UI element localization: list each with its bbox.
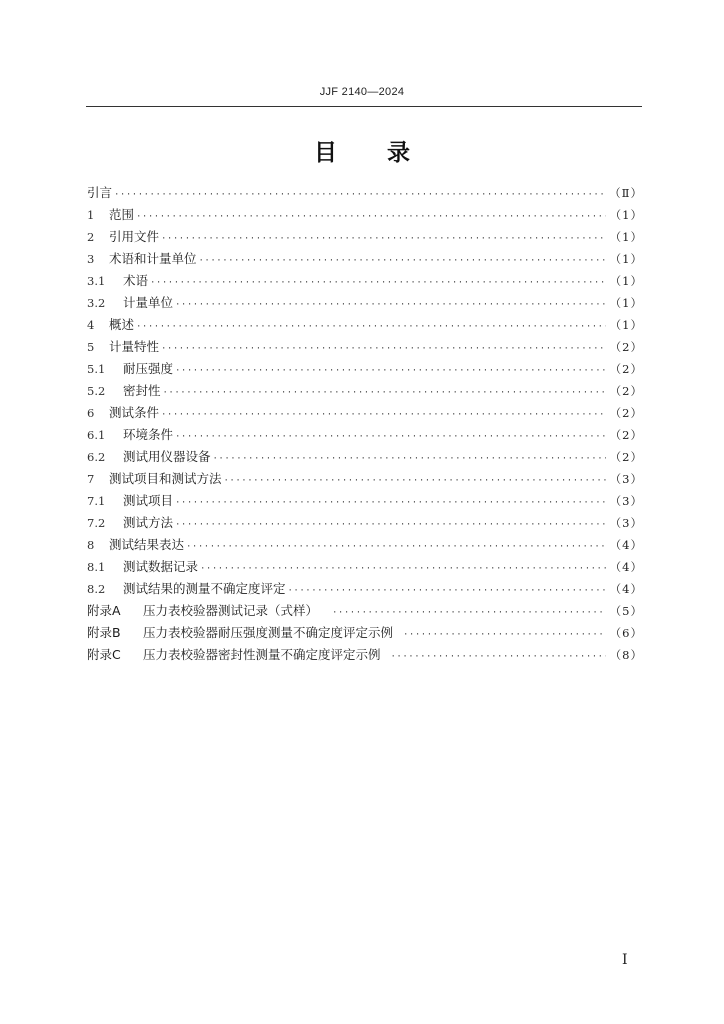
toc-entry-8-1[interactable] [87,556,643,578]
toc-entry-6[interactable] [87,402,643,424]
toc-entry-title: 密封性 [123,383,161,398]
toc-entry-title: 测试用仪器设备 [123,449,211,464]
toc-leader [161,338,606,360]
toc-page-number: （2） [609,340,643,354]
toc-entry-4[interactable] [87,314,643,336]
toc-entry-title: 计量单位 [123,295,174,310]
toc-appendix-label: 附录A [87,603,121,618]
toc-entry-title: 术语 [123,273,149,288]
toc-entry-title: 范围 [109,207,135,222]
toc-entry-appendix-a[interactable] [87,600,643,622]
toc-leader [175,426,606,448]
toc-section-number: 7.1 [87,494,106,508]
toc-entry-title: 概述 [109,317,135,332]
toc-entry-title: 环境条件 [123,427,174,442]
toc-page-number: （3） [609,516,643,530]
toc-entry-2[interactable] [87,226,643,248]
toc-entry-8-2[interactable] [87,578,643,600]
header-divider [86,106,642,107]
title-char-2: 录 [387,140,410,166]
toc-section-number: 6.1 [87,428,106,442]
toc-leader [175,514,606,536]
toc-page-number: （1） [609,230,643,244]
toc-page-number: （3） [609,494,643,508]
toc-section-number: 8.2 [87,582,106,596]
toc-section-number: 7.2 [87,516,106,530]
toc-entry-title: 测试项目 [123,493,174,508]
toc-entry-title: 术语和计量单位 [109,251,197,266]
toc-leader [161,228,606,250]
toc-entry-title: 压力表校验器密封性测量不确定度评定示例 [143,647,381,662]
toc-entry-7[interactable] [87,468,643,490]
toc-leader [161,404,606,426]
toc-section-number: 3.1 [87,274,106,288]
toc-page-number: （2） [609,362,643,376]
toc-entry-foreword[interactable] [87,182,643,204]
toc-page-number: （2） [609,406,643,420]
toc-entry-7-1[interactable] [87,490,643,512]
toc-section-number: 6.2 [87,450,106,464]
toc-section-number: 4 [87,318,95,332]
toc-leader [175,492,606,514]
toc-entry-title: 引言 [87,185,113,200]
toc-entry-3-2[interactable] [87,292,643,314]
toc-leader [200,558,606,580]
page-number: I [622,952,628,968]
toc-entry-title: 测试方法 [123,515,174,530]
toc-section-number: 3.2 [87,296,106,310]
toc-section-number: 5 [87,340,95,354]
toc-entry-8[interactable] [87,534,643,556]
toc-leader [213,448,606,470]
toc-section-number: 7 [87,472,95,486]
toc-page-number: （3） [609,472,643,486]
toc-entry-appendix-c[interactable] [87,644,643,666]
document-code: JJF 2140—2024 [319,86,405,98]
toc-entry-title: 计量特性 [109,339,160,354]
toc-entry-title: 引用文件 [109,229,160,244]
toc-leader [332,602,606,624]
toc-leader [391,646,606,668]
toc-page-number: （2） [609,384,643,398]
toc-appendix-label: 附录C [87,647,121,662]
toc-leader [199,250,606,272]
toc-leader [136,206,606,228]
toc-leader [175,294,606,316]
toc-leader [114,184,605,206]
toc-entry-appendix-b[interactable] [87,622,643,644]
toc-appendix-label: 附录B [87,625,121,640]
toc-section-number: 8 [87,538,95,552]
toc-leader [136,316,606,338]
toc-leader [150,272,606,294]
toc-page-number: （2） [609,450,643,464]
toc-page-number: （1） [609,296,643,310]
toc-entry-title: 压力表校验器耐压强度测量不确定度评定示例 [143,625,394,640]
toc-page-number: （2） [609,428,643,442]
table-of-contents [87,182,643,666]
toc-page-number: （1） [609,274,643,288]
toc-section-number: 6 [87,406,95,420]
toc-page-number: （1） [609,252,643,266]
toc-page-number: （4） [609,582,643,596]
toc-entry-5-1[interactable] [87,358,643,380]
toc-entry-title: 测试数据记录 [123,559,199,574]
toc-section-number: 5.2 [87,384,106,398]
toc-page-number: （1） [609,318,643,332]
toc-leader [186,536,606,558]
toc-entry-1[interactable] [87,204,643,226]
toc-entry-title: 耐压强度 [123,361,174,376]
toc-page-number: （4） [609,538,643,552]
toc-leader [175,360,606,382]
toc-section-number: 5.1 [87,362,106,376]
toc-entry-3-1[interactable] [87,270,643,292]
toc-leader [403,624,606,646]
toc-section-number: 1 [87,208,95,222]
toc-entry-title: 测试结果表达 [109,537,185,552]
toc-entry-3[interactable] [87,248,643,270]
toc-section-number: 8.1 [87,560,106,574]
toc-page-number: （6） [609,626,643,640]
toc-page-number: （1） [609,208,643,222]
toc-entry-title: 测试结果的测量不确定度评定 [123,581,286,596]
toc-entry-5-2[interactable] [87,380,643,402]
toc-entry-title: 测试项目和测试方法 [109,471,222,486]
title-char-1: 目 [314,140,337,166]
toc-entry-5[interactable] [87,336,643,358]
toc-page-number: （8） [609,648,643,662]
toc-leader [163,382,606,404]
toc-section-number: 3 [87,252,95,266]
page-title [0,134,724,167]
toc-leader [224,470,606,492]
toc-page-number: （5） [609,604,643,618]
toc-page-number: （Ⅱ） [609,186,643,200]
toc-entry-7-2[interactable] [87,512,643,534]
toc-page-number: （4） [609,560,643,574]
toc-entry-6-1[interactable] [87,424,643,446]
toc-section-number: 2 [87,230,95,244]
toc-entry-6-2[interactable] [87,446,643,468]
toc-leader [288,580,606,602]
toc-entry-title: 测试条件 [109,405,160,420]
toc-entry-title: 压力表校验器测试记录（式样） [143,603,319,618]
